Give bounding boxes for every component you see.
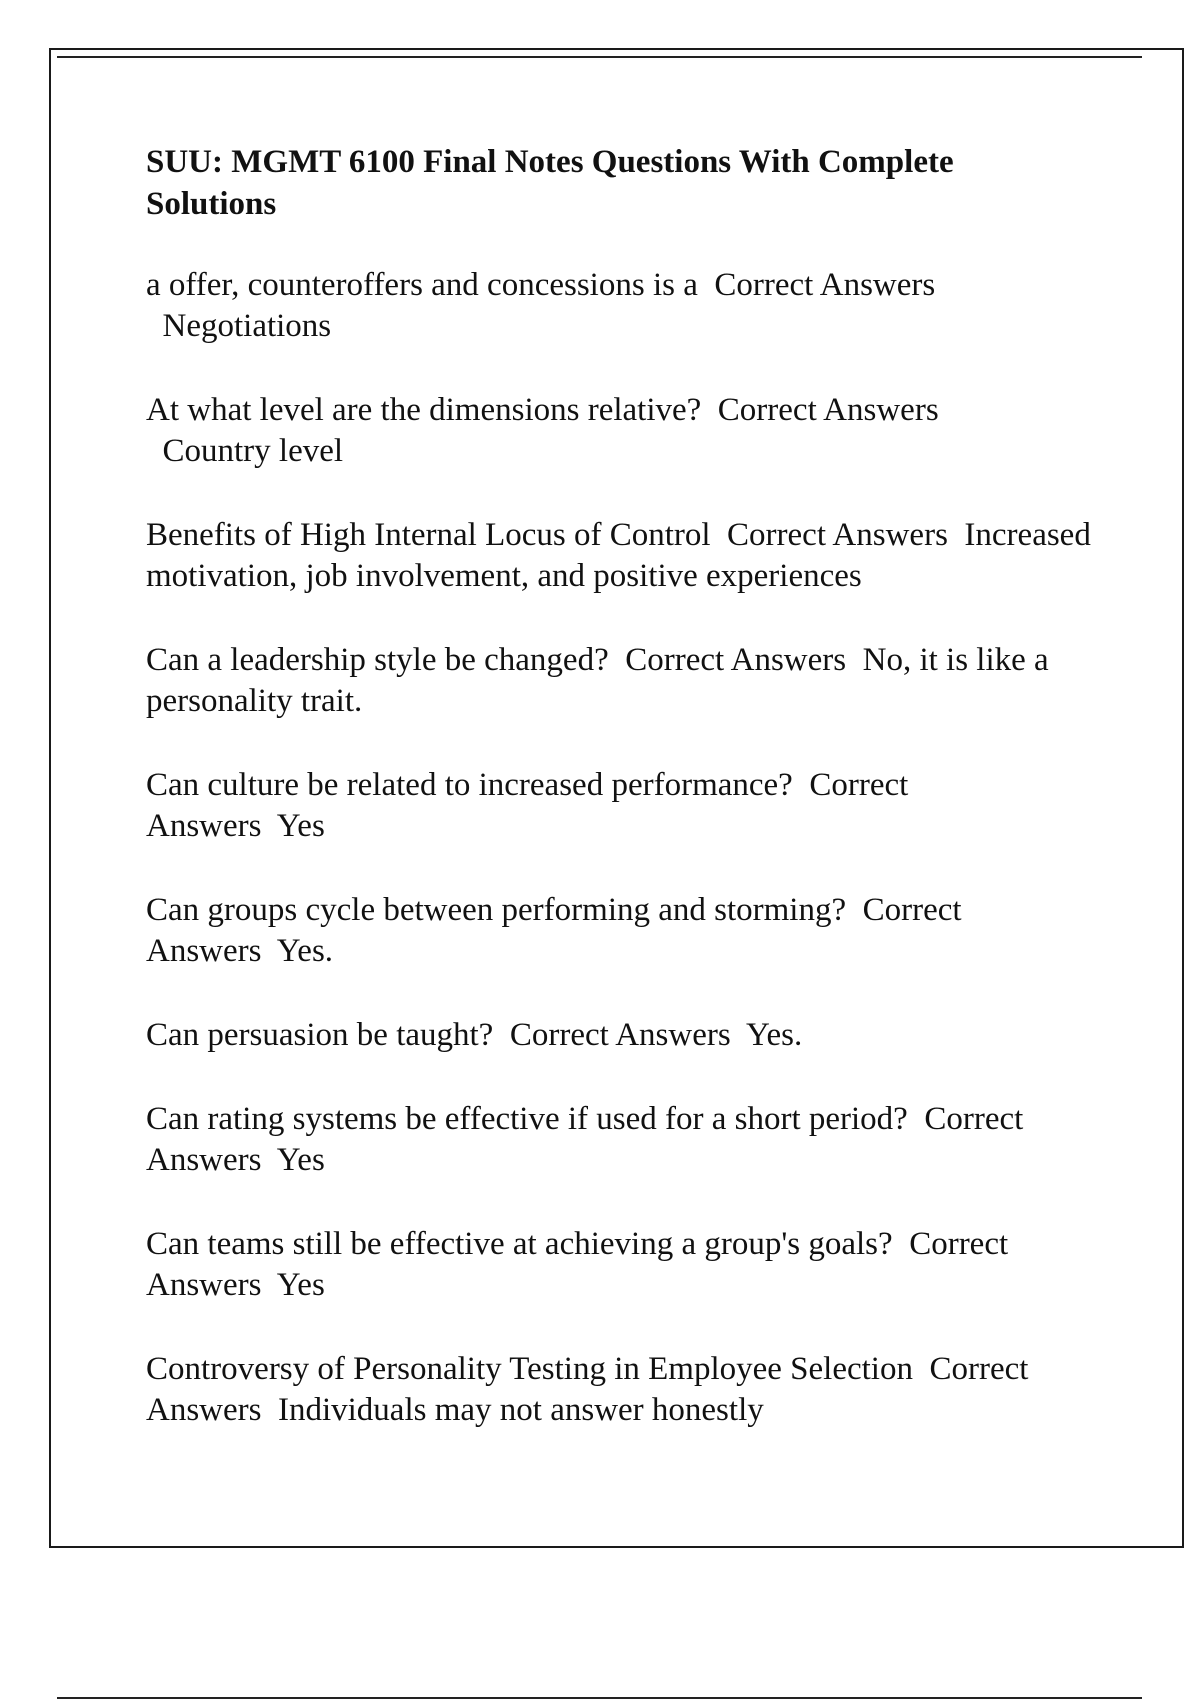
answer-text: Individuals may not answer honestly [277,1392,764,1428]
answer-text: Country level [162,433,344,469]
answer-text: Negotiations [162,308,332,344]
answer-text: Yes [276,1267,325,1303]
question-text: At what level are the dimensions relative? [146,392,702,428]
question-text: Can culture be related to increased performance? [146,767,793,803]
qa-item [146,890,1066,972]
qa-item [146,515,1106,597]
qa-item [146,265,966,347]
question-text: Controversy of Personality Testing in Employee Selection [146,1351,913,1387]
question-text: Can a leadership style be changed? [146,642,609,678]
document-body [146,141,1106,1474]
answer-text: No, it is like a personality trait. [146,642,1049,719]
bottom-rule [57,1697,1142,1699]
answer-label: Correct Answers [146,1101,1024,1178]
answer-label: Correct Answers [146,1226,1009,1303]
answer-label: Correct Answers [146,767,909,844]
question-text: Benefits of High Internal Locus of Control [146,517,711,553]
top-rule [57,56,1142,58]
qa-item [146,1224,1026,1306]
question-text: a offer, counteroffers and concessions is a [146,267,698,303]
answer-label: Correct Answers [625,642,847,678]
answer-text: Yes [276,808,325,844]
qa-item [146,640,1076,722]
qa-item [146,1015,1076,1056]
question-text: Can persuasion be taught? [146,1017,494,1053]
answer-label: Correct Answers [717,392,939,428]
answer-text: Yes [276,1142,325,1178]
qa-item [146,765,1026,847]
question-text: Can rating systems be effective if used for a short period? [146,1101,908,1137]
question-text: Can teams still be effective at achieving a group's goals? [146,1226,893,1262]
qa-item [146,390,976,472]
answer-label: Correct Answers [727,517,948,553]
answer-label: Correct Answers [146,1351,1029,1428]
answer-label: Correct Answers [146,892,962,969]
question-text: Can groups cycle between performing and storming? [146,892,847,928]
answer-label: Correct Answers [509,1017,731,1053]
answer-text: Yes. [276,933,334,969]
answer-text: Increased motivation, job involvement, and positive experiences [146,517,1091,594]
answer-label: Correct Answers [714,267,936,303]
answer-text: Yes. [745,1017,803,1053]
qa-item [146,1099,1026,1181]
qa-item [146,1349,1046,1431]
document-title: SUU: MGMT 6100 Final Notes Questions With Complete Solutions [146,144,954,222]
